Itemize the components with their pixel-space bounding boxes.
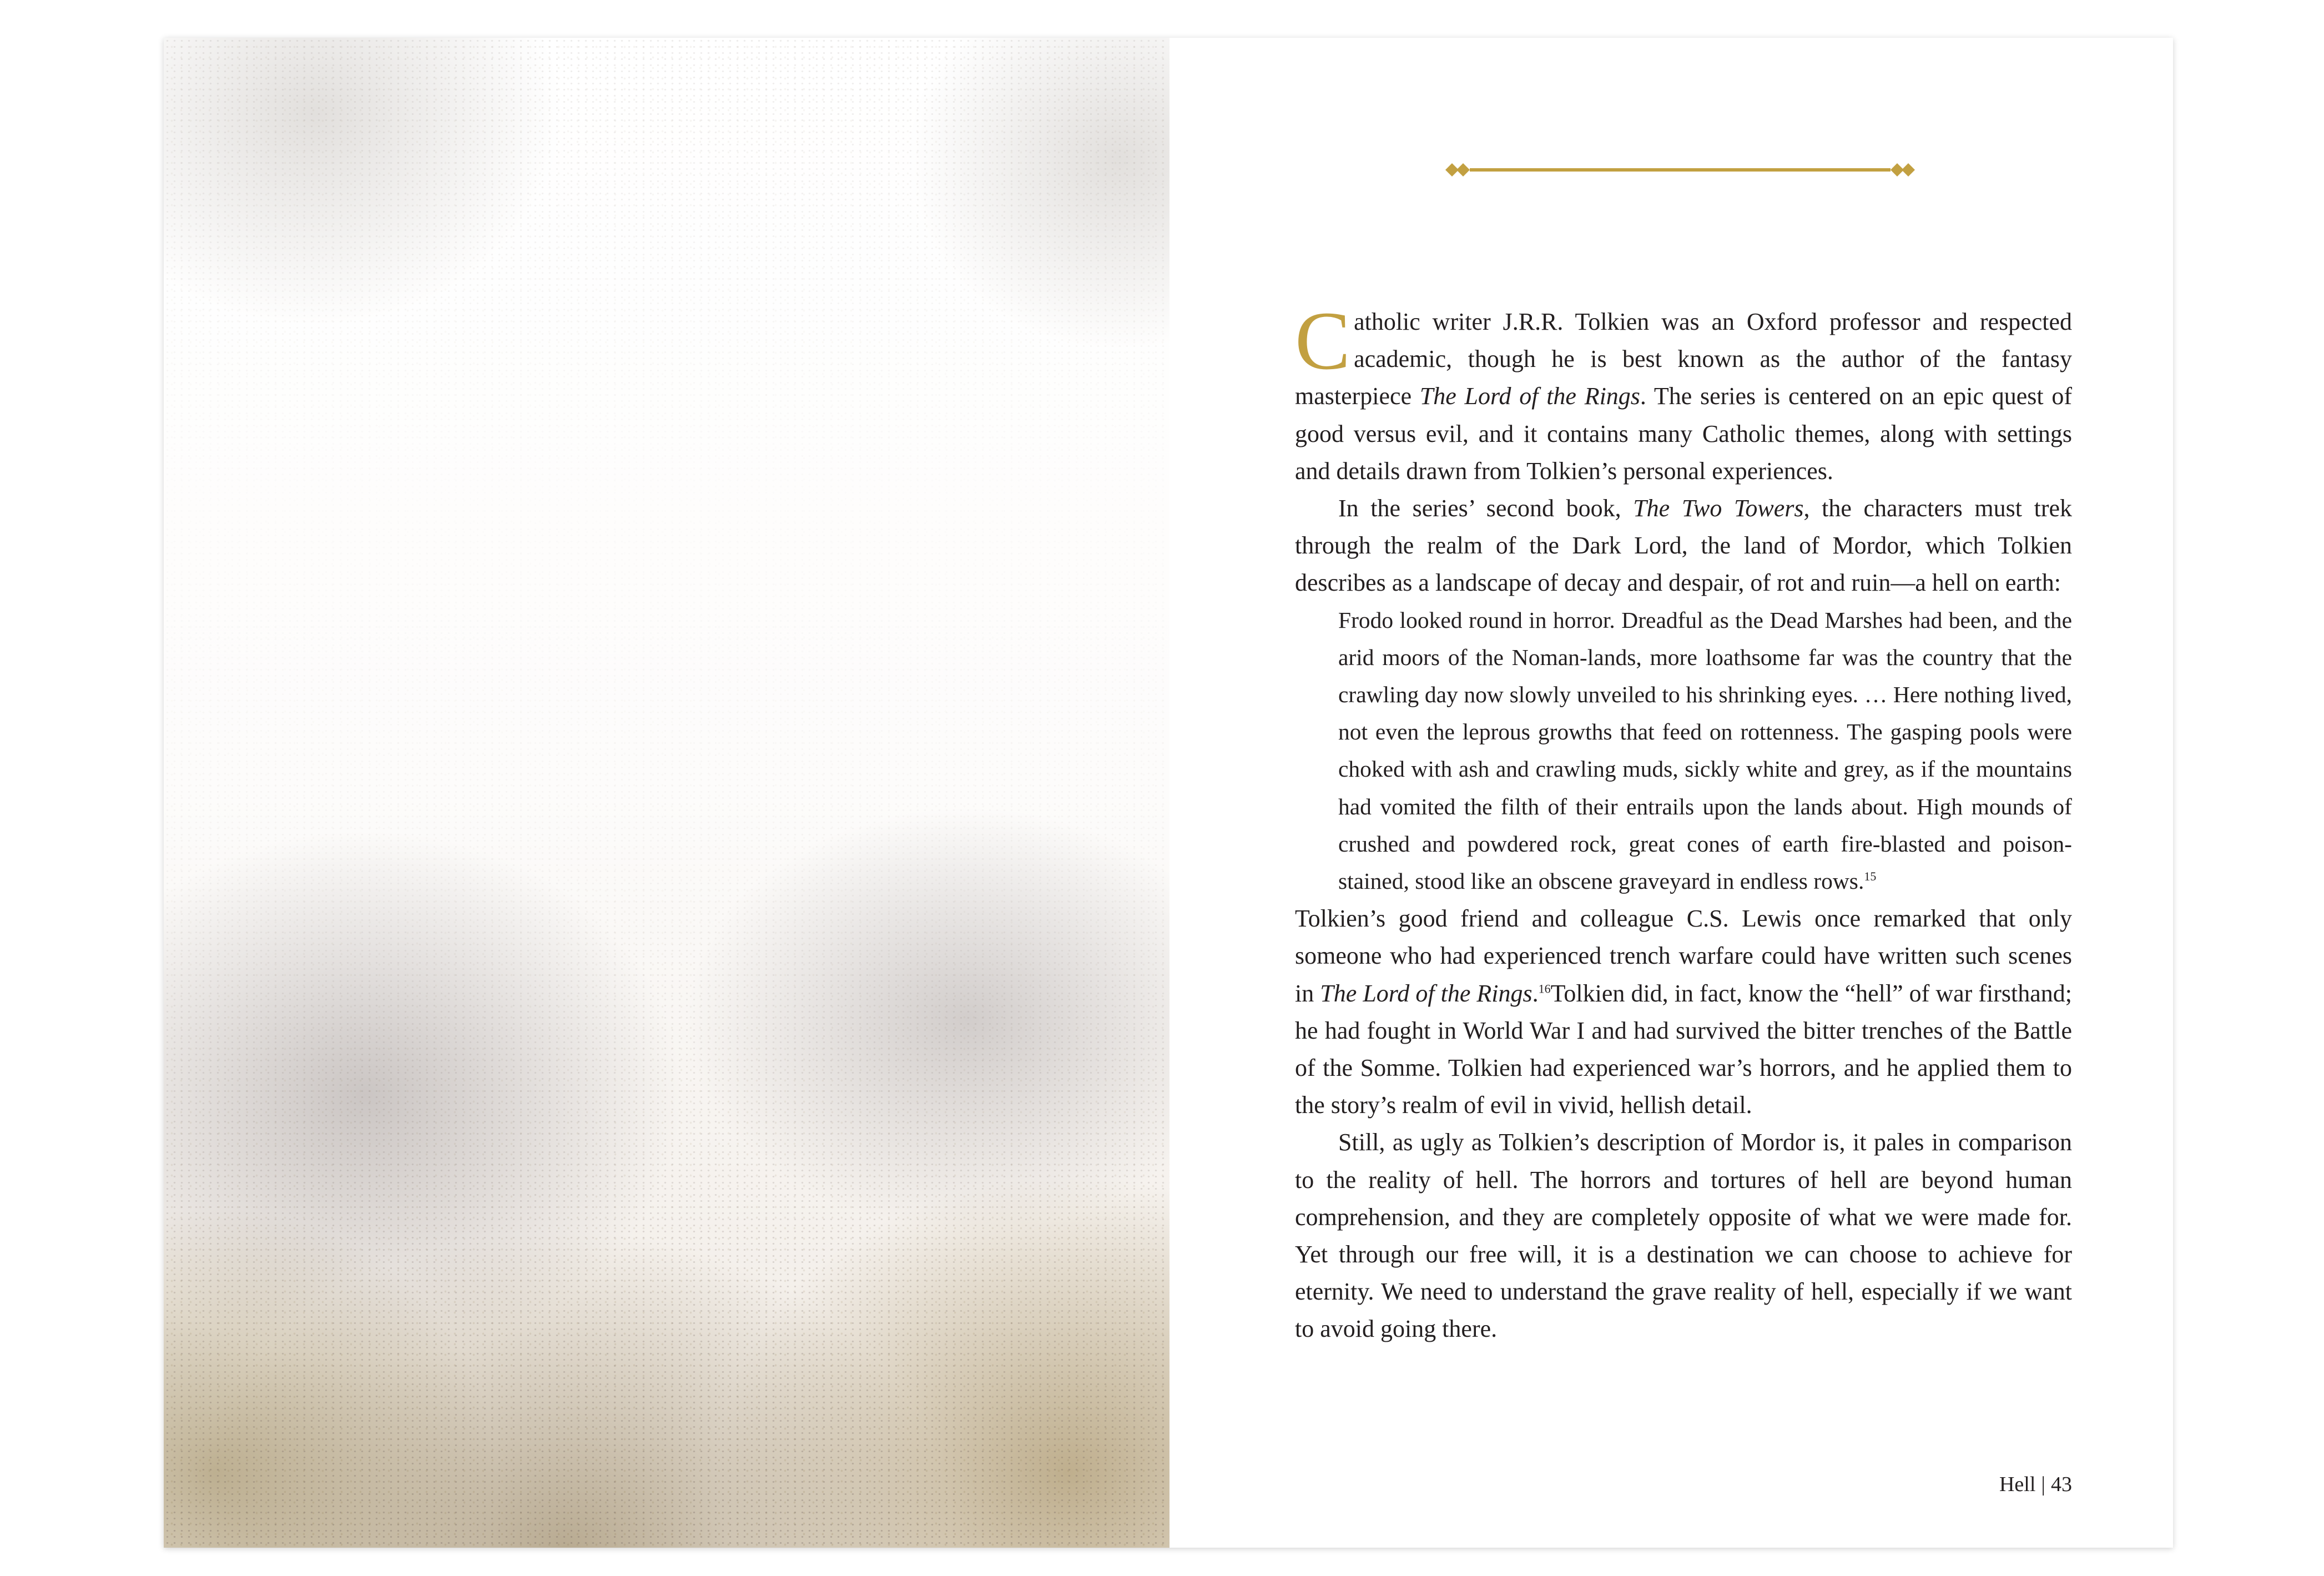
footer-separator: | xyxy=(2041,1473,2045,1496)
book-title: The Lord of the Rings xyxy=(1320,979,1532,1007)
paragraph-three-text: Tolkien’s good friend and colleague C.S. Lewis once remarked that only someone who had experienced trench warfare could have written such scenes in xyxy=(1295,905,2072,1007)
paragraph-three-text-2: Tolkien did, in fact, know the “hell” of war firsthand; he had fought in World War I and had survived the bitter trenches of the Battle of the Somme. Tolkien had experienced war’s horrors, and he applied them to the story’s realm of evil in vivid, hellish detail. xyxy=(1295,979,2072,1119)
book-title: The Lord of the Rings xyxy=(1419,382,1640,410)
ornamental-rule-icon xyxy=(1444,157,1916,183)
left-page-illustration xyxy=(164,38,1169,1548)
drop-cap: C xyxy=(1295,295,1351,387)
footnote-marker: 16 xyxy=(1538,981,1551,995)
paragraph-intro xyxy=(1295,295,2072,490)
paragraph-four-text: Still, as ugly as Tolkien’s description of Mordor is, it pales in comparison to the reality of hell. The horrors and tortures of hell are beyond human comprehension, and they are completely opposite of what we were made for. Yet through our free will, it is a destination we can choose to achieve for eternity. We need to understand the grave reality of hell, especially if we want to avoid going there. xyxy=(1295,1129,2072,1343)
body-text xyxy=(1295,295,2072,1348)
book-spread xyxy=(164,38,2173,1548)
page-number: 43 xyxy=(2051,1473,2072,1496)
paragraph-intro-text: atholic writer J.R.R. Tolkien was an Oxford professor and respected academic, though he is best known as the author of the fantasy masterpiece xyxy=(1295,308,2072,410)
paragraph-two-text-2: , the characters must trek through the realm of the Dark Lord, the land of Mordor, which Tolkien describes as a landscape of decay and despair, of rot and ruin—a hell on earth: xyxy=(1295,495,2072,597)
paragraph-conclusion xyxy=(1295,1124,2072,1347)
paragraph-two-text: In the series’ second book, xyxy=(1338,495,1634,522)
quote-text: Frodo looked round in horror. Dreadful as the Dead Marshes had been, and the arid moors of the Noman-lands, more loathsome far was the country that the crawling day now slowly unveiled to his shrinking eyes. … Here nothing lived, not even the leprous growths that feed on rottenness. The gasping pools were choked with ash and crawling muds, sickly white and grey, as if the mountains had vomited the filth of their entrails upon the lands about. High mounds of crushed and powdered rock, great cones of earth fire-blasted and poison-stained, stood like an obscene graveyard in endless rows. xyxy=(1338,607,2072,894)
block-quote xyxy=(1338,602,2072,900)
paragraph-two-towers xyxy=(1295,490,2072,602)
footnote-marker: 15 xyxy=(1864,869,1877,884)
footer-section: Hell xyxy=(1999,1473,2036,1496)
paragraph-lewis xyxy=(1295,900,2072,1124)
right-page xyxy=(1169,38,2173,1548)
running-footer xyxy=(1999,1472,2072,1497)
book-title: The Two Towers xyxy=(1633,495,1804,522)
period: . xyxy=(1532,979,1539,1007)
paragraph-intro-text-2: . The series is centered on an epic quest of good versus evil, and it contains many Catholic themes, along with settings and details drawn from Tolkien’s personal experiences. xyxy=(1295,382,2072,485)
